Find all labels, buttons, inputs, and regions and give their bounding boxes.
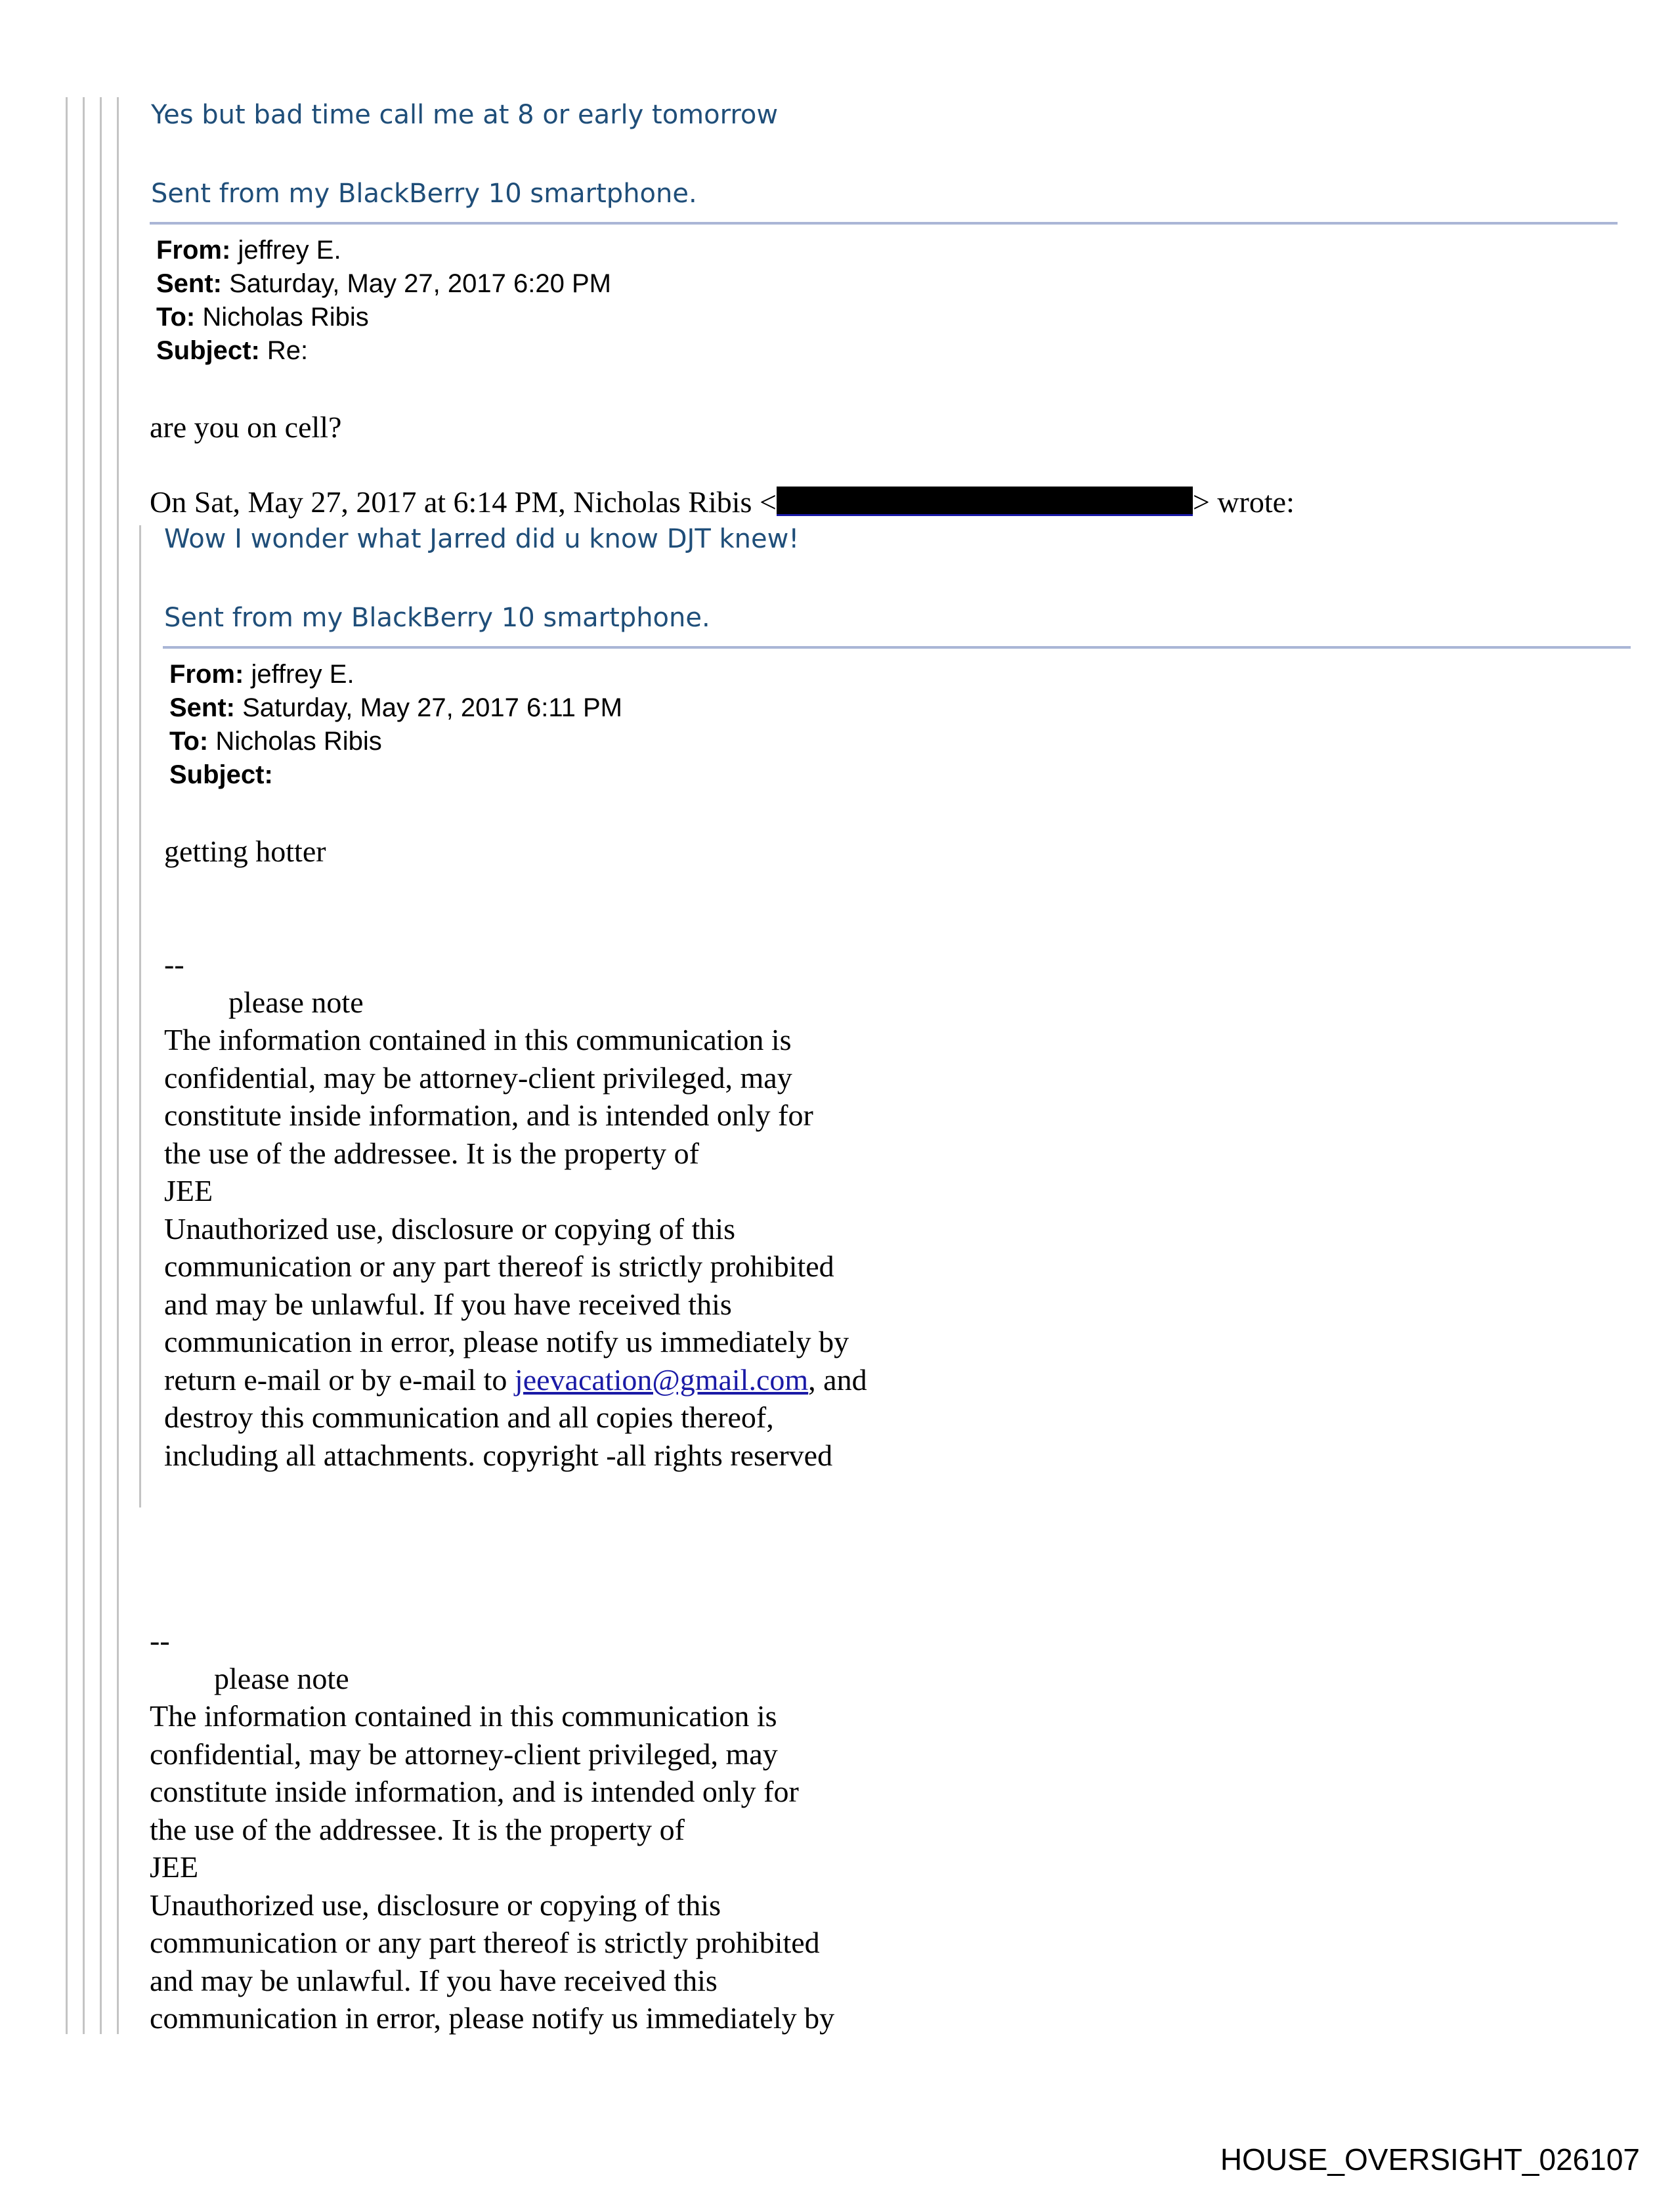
disclaimer-1-line: constitute inside information, and is intended only for	[164, 1098, 813, 1132]
disclaimer-1-line: Unauthorized use, disclosure or copying of this	[164, 1211, 735, 1246]
header-2-to: To: Nicholas Ribis	[169, 727, 382, 756]
header-1-from: From: jeffrey E.	[156, 236, 341, 265]
header-1-subject: Subject: Re:	[156, 336, 309, 365]
disclaimer-1-email-line: return e-mail or by e-mail to jeevacation@gmail.com, and	[164, 1362, 867, 1397]
header-1-divider	[150, 222, 1618, 225]
disclaimer-2-line: JEE	[150, 1850, 199, 1884]
quote-bar-outer-4	[117, 97, 119, 2034]
header-2-to-value: Nicholas Ribis	[215, 727, 382, 756]
reply-1-message: Yes but bad time call me at 8 or early tomorrow	[151, 100, 779, 130]
disclaimer-1-note: please note	[228, 985, 364, 1019]
header-1-from-value: jeffrey E.	[238, 236, 341, 265]
quote-bar-outer-1	[66, 97, 68, 2034]
header-2-divider	[163, 646, 1631, 649]
jeevacation-email-link[interactable]: jeevacation@gmail.com	[514, 1362, 809, 1397]
header-2-sent: Sent: Saturday, May 27, 2017 6:11 PM	[169, 693, 622, 722]
quote-bar-outer-2	[83, 97, 85, 2034]
email-header-2	[169, 658, 622, 792]
quote-intro-prefix: On Sat, May 27, 2017 at 6:14 PM, Nicholas Ribis <	[150, 485, 777, 519]
reply-2-signature: Sent from my BlackBerry 10 smartphone.	[164, 603, 710, 633]
redacted-email-address	[777, 487, 1193, 516]
disclaimer-2-note: please note	[214, 1661, 349, 1695]
disclaimer-1-line: and may be unlawful. If you have received this	[164, 1287, 732, 1321]
reply-1-signature: Sent from my BlackBerry 10 smartphone.	[151, 179, 697, 209]
disclaimer-2-line: Unauthorized use, disclosure or copying of this	[150, 1888, 721, 1922]
disclaimer-1-line: destroy this communication and all copies thereof,	[164, 1400, 774, 1434]
disclaimer-2-line: constitute inside information, and is intended only for	[150, 1775, 799, 1808]
disclaimer-2-line: communication or any part thereof is strictly prohibited	[150, 1926, 820, 1959]
email-1-body: are you on cell?	[150, 410, 342, 444]
document-id: HOUSE_OVERSIGHT_026107	[1220, 2142, 1640, 2177]
header-1-to-value: Nicholas Ribis	[202, 303, 369, 332]
disclaimer-1-line: The information contained in this communication is	[164, 1023, 792, 1056]
header-2-from-value: jeffrey E.	[251, 660, 354, 689]
disclaimer-1-line: JEE	[164, 1174, 213, 1207]
disclaimer-1-line: communication or any part thereof is strictly prohibited	[164, 1249, 834, 1283]
header-2-subject: Subject:	[169, 760, 273, 789]
header-1-to: To: Nicholas Ribis	[156, 303, 369, 332]
quote-bar-outer-3	[100, 97, 102, 2034]
header-2-sent-value: Saturday, May 27, 2017 6:11 PM	[242, 693, 622, 722]
header-1-subject-value: Re:	[267, 336, 309, 365]
disclaimer-2-line: communication in error, please notify us immediately by	[150, 2001, 835, 2035]
disclaimer-2-line: the use of the addressee. It is the property of	[150, 1812, 685, 1846]
disclaimer-1-line: communication in error, please notify us immediately by	[164, 1325, 849, 1358]
disclaimer-2-line: and may be unlawful. If you have received this	[150, 1963, 718, 1997]
disclaimer-1-line: confidential, may be attorney-client privileged, may	[164, 1060, 792, 1095]
quote-bar-inner	[139, 525, 141, 1507]
email-2-body: getting hotter	[164, 835, 326, 868]
email-1-quote-intro	[150, 485, 1295, 519]
disclaimer-2-line: confidential, may be attorney-client privileged, may	[150, 1737, 778, 1771]
disclaimer-1-line: including all attachments. copyright -all rights reserved	[164, 1438, 833, 1472]
quote-intro-suffix: > wrote:	[1192, 485, 1295, 519]
email-header-1	[156, 234, 611, 368]
header-1-sent: Sent: Saturday, May 27, 2017 6:20 PM	[156, 269, 611, 298]
disclaimer-1	[164, 945, 867, 1474]
header-1-sent-value: Saturday, May 27, 2017 6:20 PM	[229, 269, 611, 298]
disclaimer-1-separator: --	[164, 947, 184, 981]
reply-2-message: Wow I wonder what Jarred did u know DJT knew!	[164, 524, 800, 554]
disclaimer-2-separator: --	[150, 1624, 170, 1657]
disclaimer-2-line: The information contained in this communication is	[150, 1699, 777, 1733]
header-2-from: From: jeffrey E.	[169, 660, 354, 689]
disclaimer-1-line: the use of the addressee. It is the property of	[164, 1136, 699, 1170]
disclaimer-2	[150, 1622, 834, 2037]
